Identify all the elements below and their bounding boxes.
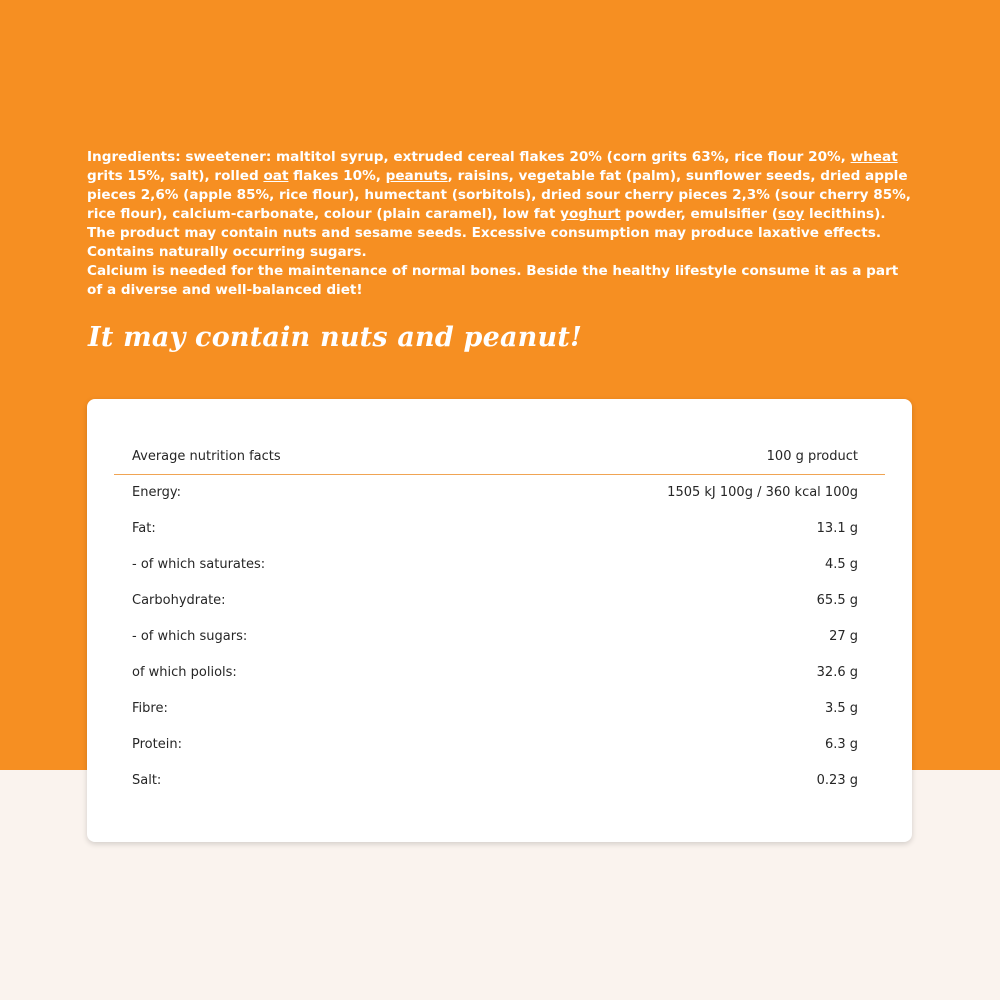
- nutrition-row-label: Fibre:: [132, 701, 168, 716]
- nutrition-row-energy: [114, 485, 885, 521]
- nutrition-row-value: 1505 kJ 100g / 360 kcal 100g: [667, 485, 858, 500]
- allergen-soy: soy: [777, 206, 805, 222]
- nutrition-row-salt: [114, 773, 885, 809]
- nutrition-row-label: of which poliols:: [132, 665, 237, 680]
- allergen-wheat: wheat: [850, 149, 898, 165]
- nutrition-row-value: 13.1 g: [816, 521, 858, 536]
- nutrition-facts-card: [87, 399, 912, 842]
- allergen-warning-heading: It may contain nuts and peanut!: [88, 322, 583, 353]
- calcium-note: Calcium is needed for the maintenance of normal bones. Beside the healthy lifestyle consume it as a part of a diverse and well-balanced diet!: [87, 263, 899, 298]
- ingredients-text: [87, 148, 913, 262]
- nutrition-row-value: 27 g: [829, 629, 858, 644]
- nutrition-row-label: Protein:: [132, 737, 182, 752]
- nutrition-row-saturates: [114, 557, 885, 593]
- nutrition-table-header: [114, 449, 885, 475]
- nutrition-row-carbohydrate: [114, 593, 885, 629]
- nutrition-row-sugars: [114, 629, 885, 665]
- nutrition-table-body: [114, 485, 885, 809]
- ingredients-segment: powder, emulsifier (: [620, 206, 778, 222]
- ingredients-segment: , raisins, vegetable fat (palm), sunflower seeds, dried apple pieces 2,6% (apple 85%, rice flour), humectant (sorbitols), dried sour cherry pieces 2,3% (sour cherry 85%, rice flour), calcium-carbonate, colour (plain caramel), low fat: [87, 168, 911, 222]
- nutrition-header-value: 100 g product: [766, 449, 858, 464]
- nutrition-row-protein: [114, 737, 885, 773]
- nutrition-row-label: Energy:: [132, 485, 181, 500]
- nutrition-row-fibre: [114, 701, 885, 737]
- ingredients-section: [87, 148, 913, 300]
- nutrition-row-value: 6.3 g: [824, 737, 858, 752]
- nutrition-row-value: 0.23 g: [816, 773, 858, 788]
- nutrition-row-label: - of which saturates:: [132, 557, 266, 572]
- allergen-peanuts: peanuts: [385, 168, 448, 184]
- nutrition-row-value: 32.6 g: [816, 665, 858, 680]
- ingredients-segment: lecithins). The product may contain nuts and sesame seeds. Excessive consumption may produce laxative effects. Contains naturally occurring sugars.: [87, 206, 886, 260]
- allergen-oat: oat: [263, 168, 289, 184]
- nutrition-row-label: - of which sugars:: [132, 629, 248, 644]
- nutrition-row-label: Salt:: [132, 773, 162, 788]
- nutrition-row-fat: [114, 521, 885, 557]
- nutrition-header-label: Average nutrition facts: [132, 449, 281, 464]
- nutrition-row-value: 4.5 g: [824, 557, 858, 572]
- ingredients-segment: grits 15%, salt), rolled: [87, 168, 264, 184]
- nutrition-row-label: Fat:: [132, 521, 156, 536]
- nutrition-row-value: 65.5 g: [816, 593, 858, 608]
- ingredients-segment: flakes 10%,: [288, 168, 386, 184]
- nutrition-row-label: Carbohydrate:: [132, 593, 226, 608]
- nutrition-row-value: 3.5 g: [824, 701, 858, 716]
- nutrition-row-poliols: [114, 665, 885, 701]
- ingredients-segment: Ingredients: sweetener: maltitol syrup, extruded cereal flakes 20% (corn grits 63%, rice flour 20%,: [87, 149, 851, 165]
- allergen-yoghurt: yoghurt: [560, 206, 621, 222]
